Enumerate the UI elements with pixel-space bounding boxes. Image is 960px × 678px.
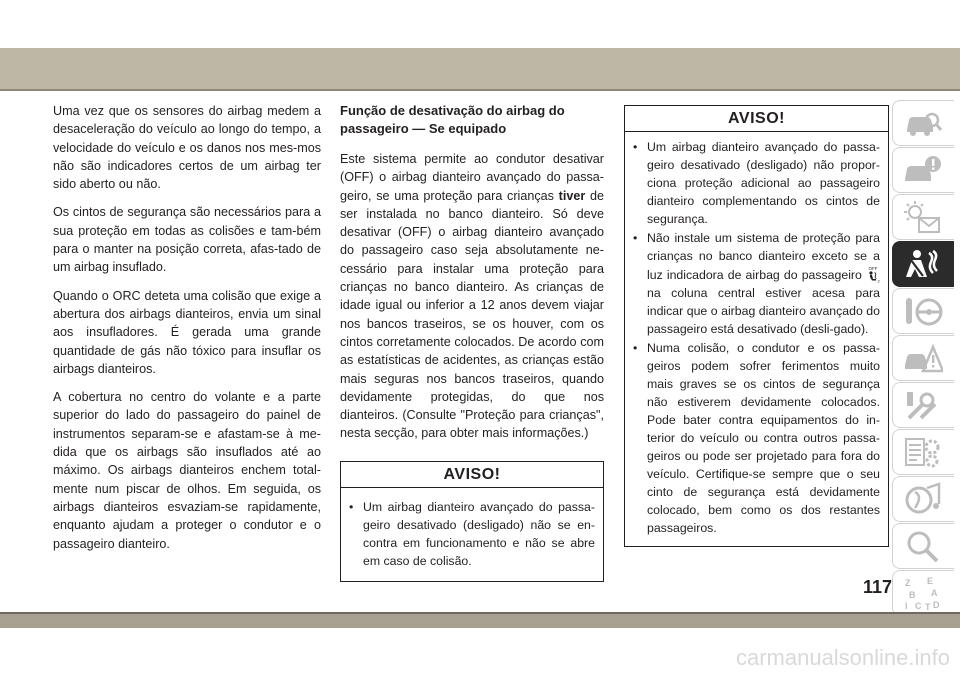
specifications-gear-icon [903, 435, 943, 471]
maintenance-wrench-icon [903, 388, 943, 424]
warning-item: • Numa colisão, o condutor e os passa-geiros podem sofrer ferimentos muito mais graves se os cintos de segurança não estiverem devidamente colocados. Pode bater contra equipamentos do in-terior do veículo ou contra outros passa-geiros ou pode ser projetado para fora do veículo. Certifique-se sempre que o seu cinto de segurança está devidamente colocado, bem como os dos restantes passageiros. [633, 339, 880, 537]
warning-item-text: Não instale um sistema de proteção para crianças no banco dianteiro exceto se a luz indicadora de airbag do passageiro [647, 231, 880, 282]
warning-box [340, 461, 604, 582]
multimedia-icon [903, 482, 943, 518]
tab-maintenance[interactable] [892, 382, 954, 428]
index-letter: A [931, 588, 938, 598]
warning-title: AVISO! [625, 106, 888, 132]
column-1 [53, 102, 321, 563]
airbag-off-icon-label: OFF [868, 266, 878, 271]
paragraph [340, 150, 604, 443]
column-3 [624, 105, 889, 547]
paragraph: A cobertura no centro do volante e a parte superior do lado do passageiro do painel de instrumentos separam-se e afastam-se à me-dida que os airbags são insuflados até ao máximo. Os airbags dianteiros enchem total-mente num piscar de olhos. Em seguida, os airbags dianteiros esvaziam-se rapidamente, enquanto ajudam a proteger o condutor e o passageiro dianteiro. [53, 390, 321, 551]
paragraph: Os cintos de segurança são necessários para a sua proteção em todas as colisões e tam-bém para o manter na posição correta, afas-tado de um airbag insuflado. [53, 205, 321, 275]
paragraph: Quando o ORC deteta uma colisão que exige a abertura dos airbags dianteiros, envia um sinal aos insufladores. É gerada uma grande quantidade de gás não tóxico para insuflar os airbags dianteiros. [53, 288, 321, 376]
tab-car-search[interactable] [892, 100, 954, 146]
warning-list [341, 488, 603, 581]
watermark-text: carmanualsonline.info [735, 645, 950, 670]
index-letters-icon [903, 576, 943, 612]
paragraph-text: Este sistema permite ao condutor desativar (OFF) o airbag dianteiro avançado do passa-geiro, se uma proteção para crianças [340, 152, 604, 203]
column-2 [340, 102, 604, 582]
paragraph: Uma vez que os sensores do airbag medem a desaceleração do veículo ao longo do tempo, a velocidade do veículo e os danos nos mes-mos não são indicadores certos de um airbag ter sido aberto ou não. [53, 104, 321, 192]
index-letter: Z [905, 578, 911, 588]
car-search-icon [903, 106, 943, 142]
tab-multimedia[interactable] [892, 476, 954, 522]
roadside-warning-icon [903, 341, 943, 377]
warning-box [624, 105, 889, 547]
warning-item [633, 229, 880, 338]
index-letter: C [915, 601, 922, 611]
car-info-icon [903, 153, 943, 189]
passenger-airbag-off-icon [866, 265, 880, 283]
airbag-seatbelt-icon [903, 247, 943, 283]
emphasis-text: tiver [558, 188, 586, 203]
warning-item: • Um airbag dianteiro avançado do passa-geiro desativado (desligado) não propor-ciona proteção adicional ao passageiro dianteiro complementando os cintos de segurança. [633, 138, 880, 228]
page-number: 117 [862, 577, 892, 597]
index-letter: B [909, 590, 916, 600]
index-letter: I [905, 601, 908, 611]
top-band-line [0, 89, 960, 91]
index-letter: T [925, 602, 931, 612]
tab-airbag-seatbelt[interactable] [892, 241, 954, 287]
tab-starting-driving[interactable] [892, 288, 954, 334]
warning-item: • Um airbag dianteiro avançado do passa-geiro desativado (desligado) não se en-contra em funcionamento e não se abre em caso de colisão. [349, 498, 595, 570]
tab-search[interactable] [892, 523, 954, 569]
search-index-icon [903, 529, 943, 565]
tab-roadside[interactable] [892, 335, 954, 381]
paragraph-text: de ser instalada no banco dianteiro. Só deve desativar (OFF) o airbag dianteiro avançado do passageiro caso seja absolutamente ne-cessário para instalar uma proteção para crianças no banco dianteiro. As crianças de idade igual ou inferior a 12 anos devem viajar nos bancos traseiros, se os houver, com os cintos corretamente colocados. De acordo com as estatísticas de acidentes, as crianças estão mais seguras nos bancos traseiros, quando devidamente protegidas, do que nos dianteiros. (Consulte "Proteção para crianças", nesta secção, para obter mais informações.) [340, 188, 604, 441]
section-heading: Função de desativação do airbag do passageiro — Se equipado [340, 103, 565, 136]
bottom-decorative-band [0, 614, 960, 628]
svg-text:2: 2 [877, 278, 880, 283]
warning-title: AVISO! [341, 462, 603, 488]
warning-item-text: na coluna central estiver acesa para indicar que o airbag dianteiro avançado do passageiro está desativado (desli-gado). [647, 286, 880, 336]
warning-lights-icon [903, 200, 943, 236]
starting-steering-icon [903, 294, 943, 330]
index-letter: D [933, 600, 940, 610]
top-decorative-band [0, 48, 960, 89]
tab-index[interactable] [892, 570, 954, 616]
warning-list [625, 132, 888, 546]
tab-specifications[interactable] [892, 429, 954, 475]
tab-car-info[interactable] [892, 147, 954, 193]
index-letter: E [927, 576, 934, 586]
tab-warning-lights[interactable] [892, 194, 954, 240]
